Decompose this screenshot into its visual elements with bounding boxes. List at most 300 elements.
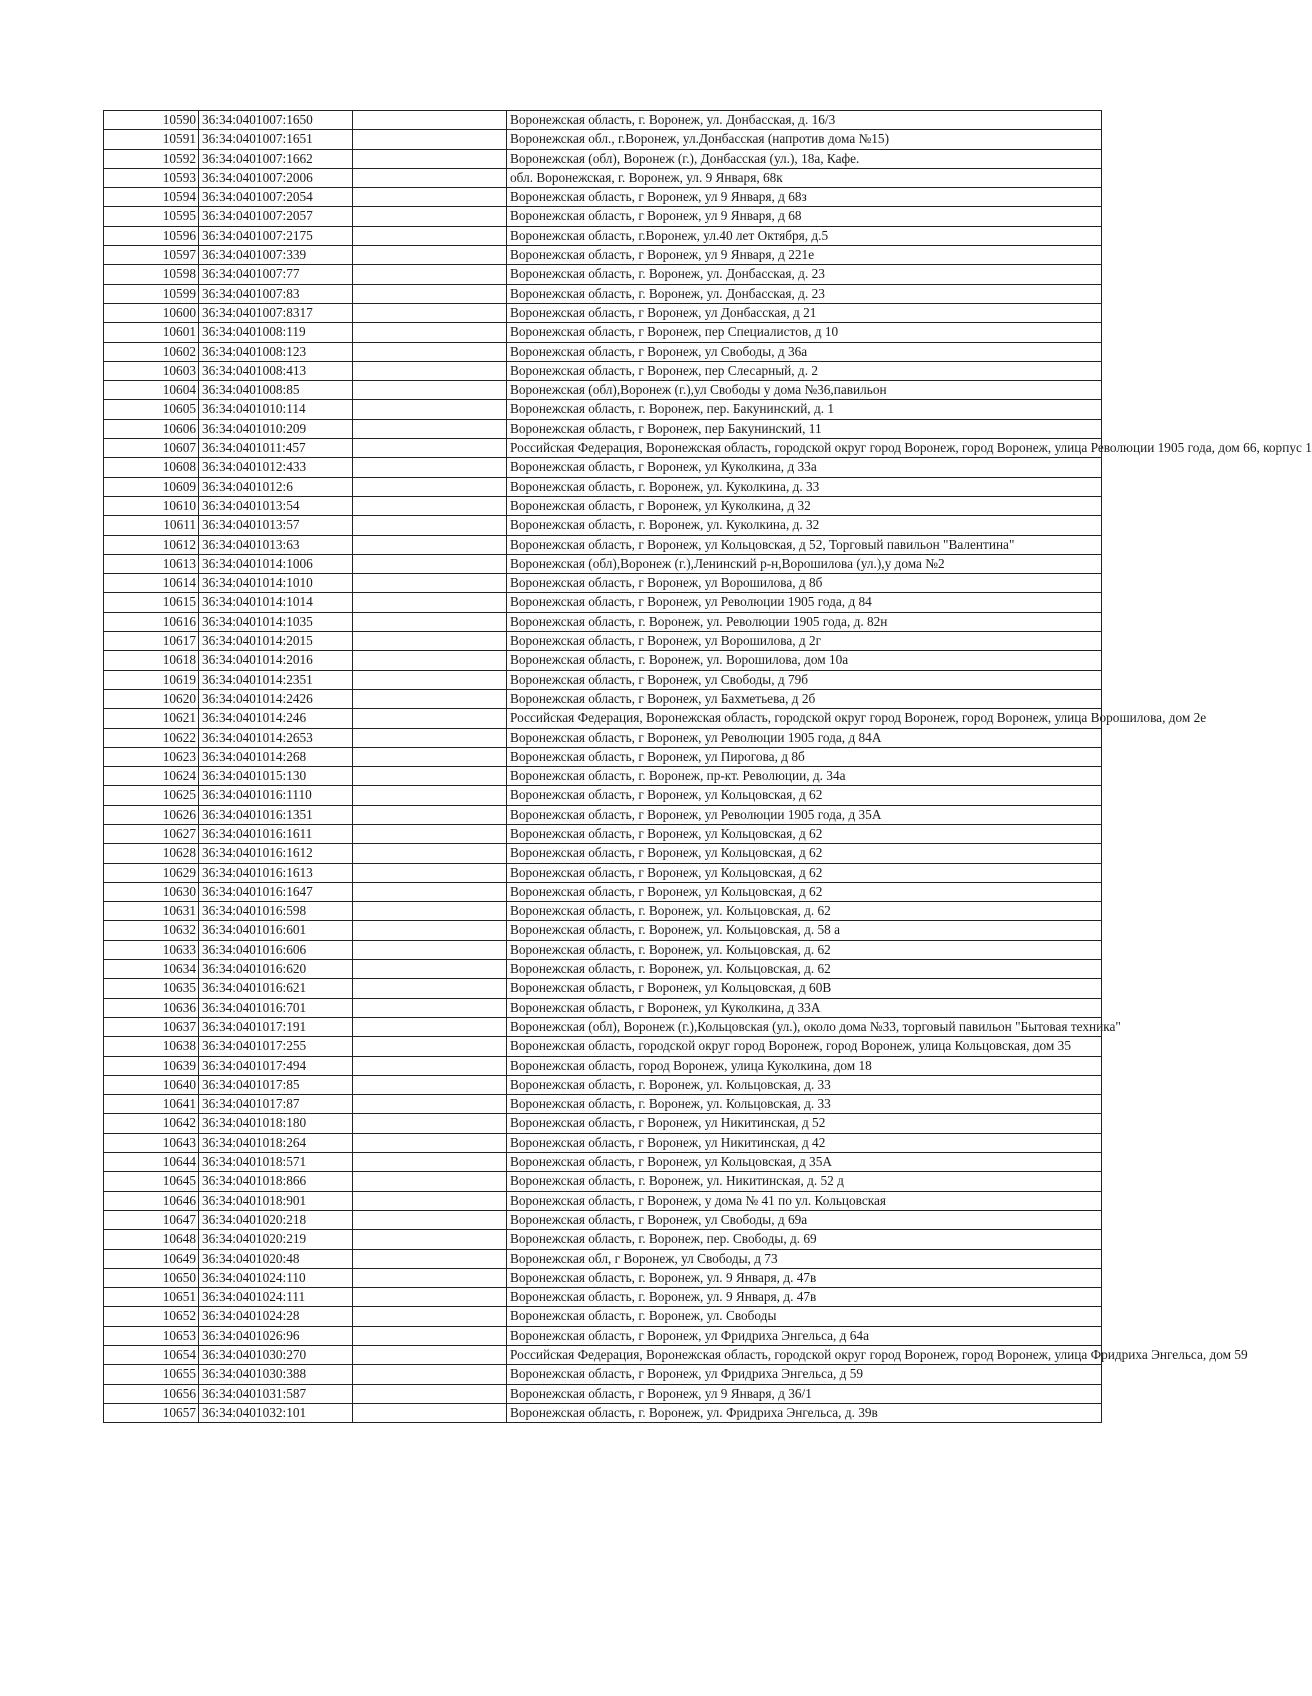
cadastral-number-cell: 36:34:0401018:264 [199,1133,353,1152]
cadastral-number-cell: 36:34:0401018:571 [199,1153,353,1172]
table-row [104,1384,1102,1403]
row-number-cell: 10600 [104,303,199,322]
address-cell: Воронежская область, г.Воронеж, ул.40 лет Октября, д.5 [507,226,1102,245]
cadastral-number-cell: 36:34:0401017:191 [199,1017,353,1036]
row-number-cell: 10616 [104,612,199,631]
row-number-cell: 10644 [104,1153,199,1172]
cadastral-number-cell: 36:34:0401020:218 [199,1210,353,1229]
empty-cell [353,554,507,573]
cadastral-number-cell: 36:34:0401015:130 [199,767,353,786]
address-cell: Воронежская область, г Воронеж, ул Революции 1905 года, д 84А [507,728,1102,747]
row-number-cell: 10656 [104,1384,199,1403]
row-number-cell: 10653 [104,1326,199,1345]
row-number-cell: 10605 [104,400,199,419]
empty-cell [353,728,507,747]
table-row [104,1017,1102,1036]
row-number-cell: 10619 [104,670,199,689]
address-cell: Воронежская область, г. Воронеж, ул. Кольцовская, д. 33 [507,1095,1102,1114]
empty-cell [353,1133,507,1152]
row-number-cell: 10651 [104,1288,199,1307]
empty-cell [353,863,507,882]
empty-cell [353,477,507,496]
empty-cell [353,709,507,728]
empty-cell [353,612,507,631]
row-number-cell: 10639 [104,1056,199,1075]
empty-cell [353,921,507,940]
row-number-cell: 10630 [104,882,199,901]
empty-cell [353,1037,507,1056]
row-number-cell: 10615 [104,593,199,612]
address-cell: Воронежская область, г. Воронеж, ул. Кольцовская, д. 58 а [507,921,1102,940]
address-cell: Воронежская область, г Воронеж, ул Кольцовская, д 60В [507,979,1102,998]
address-cell: Воронежская область, г. Воронеж, ул. Свободы [507,1307,1102,1326]
empty-cell [353,516,507,535]
address-cell: Воронежская область, г Воронеж, ул 9 Января, д 36/1 [507,1384,1102,1403]
empty-cell [353,1268,507,1287]
row-number-cell: 10609 [104,477,199,496]
row-number-cell: 10631 [104,902,199,921]
address-cell: Воронежская область, г Воронеж, ул Фридриха Энгельса, д 59 [507,1365,1102,1384]
cadastral-number-cell: 36:34:0401016:1612 [199,844,353,863]
address-cell: Воронежская область, г. Воронеж, ул. Никитинская, д. 52 д [507,1172,1102,1191]
registry-table [103,110,1312,1423]
table-row [104,940,1102,959]
cadastral-number-cell: 36:34:0401008:123 [199,342,353,361]
row-number-cell: 10652 [104,1307,199,1326]
address-cell: Воронежская область, г. Воронеж, ул. Ворошилова, дом 10а [507,651,1102,670]
address-cell: Воронежская область, г. Воронеж, ул. Донбасская, д. 23 [507,265,1102,284]
row-number-cell: 10608 [104,458,199,477]
empty-cell [353,381,507,400]
cadastral-number-cell: 36:34:0401012:433 [199,458,353,477]
table-row [104,188,1102,207]
document-page [103,110,1312,1423]
cadastral-number-cell: 36:34:0401016:701 [199,998,353,1017]
address-cell: Воронежская область, г Воронеж, ул Революции 1905 года, д 84 [507,593,1102,612]
cadastral-number-cell: 36:34:0401030:388 [199,1365,353,1384]
cadastral-number-cell: 36:34:0401007:1651 [199,130,353,149]
address-cell: Воронежская область, г Воронеж, ул Ворошилова, д 8б [507,574,1102,593]
cadastral-number-cell: 36:34:0401007:8317 [199,303,353,322]
row-number-cell: 10617 [104,632,199,651]
address-cell: Воронежская область, г. Воронеж, ул. Донбасская, д. 16/3 [507,111,1102,130]
row-number-cell: 10596 [104,226,199,245]
row-number-cell: 10642 [104,1114,199,1133]
table-row [104,265,1102,284]
row-number-cell: 10611 [104,516,199,535]
address-cell: Воронежская область, г Воронеж, ул Кольцовская, д 35А [507,1153,1102,1172]
address-cell: Воронежская область, г Воронеж, ул Свободы, д 79б [507,670,1102,689]
address-cell: Воронежская область, г Воронеж, ул 9 Января, д 221е [507,246,1102,265]
row-number-cell: 10637 [104,1017,199,1036]
cadastral-number-cell: 36:34:0401014:246 [199,709,353,728]
table-row [104,1365,1102,1384]
cadastral-number-cell: 36:34:0401014:1006 [199,554,353,573]
address-cell: Воронежская область, г Воронеж, ул Куколкина, д 32 [507,496,1102,515]
address-cell: Воронежская область, г Воронеж, пер Специалистов, д 10 [507,323,1102,342]
table-row [104,323,1102,342]
address-cell: Воронежская область, г Воронеж, ул Фридриха Энгельса, д 64а [507,1326,1102,1345]
address-cell: Воронежская (обл),Воронеж (г.),ул Свободы у дома №36,павильон [507,381,1102,400]
empty-cell [353,188,507,207]
registry-table-body [104,111,1312,1423]
empty-cell [353,1172,507,1191]
table-row [104,882,1102,901]
cadastral-number-cell: 36:34:0401016:606 [199,940,353,959]
row-number-cell: 10645 [104,1172,199,1191]
table-row [104,689,1102,708]
empty-cell [353,168,507,187]
row-number-cell: 10601 [104,323,199,342]
cadastral-number-cell: 36:34:0401024:28 [199,1307,353,1326]
address-cell: Воронежская область, г. Воронеж, ул. Куколкина, д. 32 [507,516,1102,535]
row-number-cell: 10599 [104,284,199,303]
table-row [104,1153,1102,1172]
cadastral-number-cell: 36:34:0401020:48 [199,1249,353,1268]
address-cell: Воронежская область, г Воронеж, ул Пирогова, д 8б [507,747,1102,766]
cadastral-number-cell: 36:34:0401007:77 [199,265,353,284]
address-cell: Воронежская область, г Воронеж, ул Донбасская, д 21 [507,303,1102,322]
row-number-cell: 10641 [104,1095,199,1114]
empty-cell [353,535,507,554]
table-row [104,1230,1102,1249]
empty-cell [353,361,507,380]
cadastral-number-cell: 36:34:0401016:620 [199,960,353,979]
address-cell: Воронежская область, г Воронеж, ул Кольцовская, д 62 [507,863,1102,882]
table-row [104,1249,1102,1268]
cadastral-number-cell: 36:34:0401016:1611 [199,824,353,843]
cadastral-number-cell: 36:34:0401017:87 [199,1095,353,1114]
table-row [104,1288,1102,1307]
row-number-cell: 10594 [104,188,199,207]
row-number-cell: 10634 [104,960,199,979]
cadastral-number-cell: 36:34:0401016:598 [199,902,353,921]
empty-cell [353,805,507,824]
cadastral-number-cell: 36:34:0401007:339 [199,246,353,265]
row-number-cell: 10635 [104,979,199,998]
address-cell: Воронежская область, г Воронеж, ул Куколкина, д 33а [507,458,1102,477]
address-cell: Воронежская область, городской округ город Воронеж, город Воронеж, улица Кольцовская, дом 35 [507,1037,1102,1056]
cadastral-number-cell: 36:34:0401017:494 [199,1056,353,1075]
row-number-cell: 10657 [104,1403,199,1422]
empty-cell [353,651,507,670]
empty-cell [353,998,507,1017]
table-row [104,632,1102,651]
table-row [104,149,1102,168]
table-row [104,284,1102,303]
empty-cell [353,496,507,515]
empty-cell [353,1326,507,1345]
empty-cell [353,902,507,921]
table-row [104,1133,1102,1152]
row-number-cell: 10621 [104,709,199,728]
empty-cell [353,1288,507,1307]
cadastral-number-cell: 36:34:0401007:1662 [199,149,353,168]
empty-cell [353,882,507,901]
table-row [104,439,1102,458]
cadastral-number-cell: 36:34:0401007:2175 [199,226,353,245]
cadastral-number-cell: 36:34:0401017:85 [199,1075,353,1094]
cadastral-number-cell: 36:34:0401014:2015 [199,632,353,651]
address-cell: Воронежская область, г Воронеж, ул 9 Января, д 68 [507,207,1102,226]
table-row [104,824,1102,843]
cadastral-number-cell: 36:34:0401018:901 [199,1191,353,1210]
address-cell: Воронежская область, г. Воронеж, ул. 9 Января, д. 47в [507,1288,1102,1307]
cadastral-number-cell: 36:34:0401017:255 [199,1037,353,1056]
empty-cell [353,960,507,979]
row-number-cell: 10625 [104,786,199,805]
address-cell: Воронежская область, г Воронеж, ул Никитинская, д 52 [507,1114,1102,1133]
row-number-cell: 10623 [104,747,199,766]
row-number-cell: 10643 [104,1133,199,1152]
row-number-cell: 10627 [104,824,199,843]
row-number-cell: 10646 [104,1191,199,1210]
empty-cell [353,419,507,438]
address-cell: Воронежская область, г. Воронеж, ул. 9 Января, д. 47в [507,1268,1102,1287]
row-number-cell: 10591 [104,130,199,149]
address-cell: Воронежская область, г Воронеж, пер Слесарный, д. 2 [507,361,1102,380]
row-number-cell: 10618 [104,651,199,670]
row-number-cell: 10632 [104,921,199,940]
address-cell: Воронежская область, г Воронеж, ул Куколкина, д 33А [507,998,1102,1017]
empty-cell [353,439,507,458]
empty-cell [353,226,507,245]
table-row [104,651,1102,670]
address-cell: Воронежская область, г Воронеж, ул Бахметьева, д 2б [507,689,1102,708]
address-cell: Воронежская (обл), Воронеж (г.),Кольцовская (ул.), около дома №33, торговый павильон "Бытовая техника" [507,1017,1102,1036]
cadastral-number-cell: 36:34:0401014:1014 [199,593,353,612]
cadastral-number-cell: 36:34:0401026:96 [199,1326,353,1345]
table-row [104,805,1102,824]
cadastral-number-cell: 36:34:0401007:2006 [199,168,353,187]
table-row [104,361,1102,380]
row-number-cell: 10613 [104,554,199,573]
table-row [104,979,1102,998]
cadastral-number-cell: 36:34:0401008:119 [199,323,353,342]
cadastral-number-cell: 36:34:0401014:268 [199,747,353,766]
address-cell: Воронежская (обл), Воронеж (г.), Донбасская (ул.), 18а, Кафе. [507,149,1102,168]
table-row [104,998,1102,1017]
address-cell: Воронежская область, г Воронеж, ул Никитинская, д 42 [507,1133,1102,1152]
empty-cell [353,458,507,477]
cadastral-number-cell: 36:34:0401007:2054 [199,188,353,207]
row-number-cell: 10604 [104,381,199,400]
empty-cell [353,284,507,303]
row-number-cell: 10614 [104,574,199,593]
address-cell: Воронежская область, г Воронеж, ул Свободы, д 69а [507,1210,1102,1229]
row-number-cell: 10636 [104,998,199,1017]
empty-cell [353,979,507,998]
table-row [104,1268,1102,1287]
cadastral-number-cell: 36:34:0401012:6 [199,477,353,496]
table-row [104,303,1102,322]
empty-cell [353,303,507,322]
empty-cell [353,747,507,766]
row-number-cell: 10647 [104,1210,199,1229]
address-cell: Российская Федерация, Воронежская область, городской округ город Воронеж, город Воронеж, улица Ворошилова, дом 2е [507,709,1102,728]
empty-cell [353,323,507,342]
row-number-cell: 10628 [104,844,199,863]
address-cell: Воронежская область, г. Воронеж, ул. Кольцовская, д. 33 [507,1075,1102,1094]
empty-cell [353,844,507,863]
table-row [104,786,1102,805]
row-number-cell: 10595 [104,207,199,226]
table-row [104,844,1102,863]
empty-cell [353,1056,507,1075]
cadastral-number-cell: 36:34:0401014:2653 [199,728,353,747]
table-row [104,1095,1102,1114]
address-cell: Воронежская область, г. Воронеж, ул. Фридриха Энгельса, д. 39в [507,1403,1102,1422]
address-cell: Воронежская область, г Воронеж, ул Кольцовская, д 52, Торговый павильон "Валентина" [507,535,1102,554]
row-number-cell: 10610 [104,496,199,515]
cadastral-number-cell: 36:34:0401030:270 [199,1346,353,1365]
cadastral-number-cell: 36:34:0401018:866 [199,1172,353,1191]
cadastral-number-cell: 36:34:0401010:114 [199,400,353,419]
row-number-cell: 10650 [104,1268,199,1287]
table-row [104,168,1102,187]
cadastral-number-cell: 36:34:0401013:63 [199,535,353,554]
table-row [104,1326,1102,1345]
table-row [104,1346,1102,1365]
row-number-cell: 10593 [104,168,199,187]
cadastral-number-cell: 36:34:0401007:83 [199,284,353,303]
cadastral-number-cell: 36:34:0401018:180 [199,1114,353,1133]
row-number-cell: 10655 [104,1365,199,1384]
cadastral-number-cell: 36:34:0401014:1035 [199,612,353,631]
table-row [104,670,1102,689]
table-row [104,1037,1102,1056]
table-row [104,1403,1102,1422]
address-cell: Воронежская область, г Воронеж, ул 9 Января, д 68з [507,188,1102,207]
row-number-cell: 10606 [104,419,199,438]
table-row [104,516,1102,535]
cadastral-number-cell: 36:34:0401020:219 [199,1230,353,1249]
cadastral-number-cell: 36:34:0401013:57 [199,516,353,535]
table-row [104,381,1102,400]
empty-cell [353,149,507,168]
table-row [104,747,1102,766]
table-row [104,226,1102,245]
row-number-cell: 10602 [104,342,199,361]
cadastral-number-cell: 36:34:0401014:2016 [199,651,353,670]
table-row [104,477,1102,496]
row-number-cell: 10622 [104,728,199,747]
address-cell: Воронежская (обл),Воронеж (г.),Ленинский р-н,Ворошилова (ул.),у дома №2 [507,554,1102,573]
empty-cell [353,574,507,593]
address-cell: Воронежская область, г. Воронеж, пер. Бакунинский, д. 1 [507,400,1102,419]
cadastral-number-cell: 36:34:0401007:2057 [199,207,353,226]
row-number-cell: 10598 [104,265,199,284]
address-cell: Воронежская область, г Воронеж, ул Кольцовская, д 62 [507,786,1102,805]
address-cell: Воронежская область, г. Воронеж, ул. Кольцовская, д. 62 [507,902,1102,921]
address-cell: Воронежская область, г. Воронеж, ул. Куколкина, д. 33 [507,477,1102,496]
row-number-cell: 10654 [104,1346,199,1365]
empty-cell [353,1017,507,1036]
empty-cell [353,1307,507,1326]
cadastral-number-cell: 36:34:0401013:54 [199,496,353,515]
cadastral-number-cell: 36:34:0401016:621 [199,979,353,998]
empty-cell [353,1230,507,1249]
row-number-cell: 10603 [104,361,199,380]
empty-cell [353,130,507,149]
table-row [104,902,1102,921]
cadastral-number-cell: 36:34:0401024:110 [199,1268,353,1287]
address-cell: Воронежская область, г Воронеж, ул Кольцовская, д 62 [507,844,1102,863]
address-cell: Воронежская область, г. Воронеж, ул. Кольцовская, д. 62 [507,940,1102,959]
table-row [104,111,1102,130]
table-row [104,496,1102,515]
table-row [104,535,1102,554]
empty-cell [353,940,507,959]
cadastral-number-cell: 36:34:0401008:85 [199,381,353,400]
address-cell: Российская Федерация, Воронежская область, городской округ город Воронеж, город Воронеж, улица Фридриха Энгельса, дом 59 [507,1346,1102,1365]
table-row [104,1172,1102,1191]
empty-cell [353,1210,507,1229]
cadastral-number-cell: 36:34:0401016:601 [199,921,353,940]
empty-cell [353,1403,507,1422]
address-cell: Воронежская область, г. Воронеж, пр-кт. Революции, д. 34а [507,767,1102,786]
cadastral-number-cell: 36:34:0401014:2351 [199,670,353,689]
table-row [104,207,1102,226]
table-row [104,246,1102,265]
table-row [104,709,1102,728]
empty-cell [353,265,507,284]
cadastral-number-cell: 36:34:0401032:101 [199,1403,353,1422]
cadastral-number-cell: 36:34:0401016:1351 [199,805,353,824]
row-number-cell: 10633 [104,940,199,959]
row-number-cell: 10590 [104,111,199,130]
empty-cell [353,1249,507,1268]
address-cell: Воронежская область, г Воронеж, пер Бакунинский, 11 [507,419,1102,438]
table-row [104,400,1102,419]
cadastral-number-cell: 36:34:0401016:1647 [199,882,353,901]
row-number-cell: 10620 [104,689,199,708]
empty-cell [353,767,507,786]
empty-cell [353,246,507,265]
address-cell: Воронежская область, г Воронеж, у дома № 41 по ул. Кольцовская [507,1191,1102,1210]
empty-cell [353,207,507,226]
cadastral-number-cell: 36:34:0401014:1010 [199,574,353,593]
empty-cell [353,1075,507,1094]
empty-cell [353,1365,507,1384]
table-row [104,574,1102,593]
table-row [104,1191,1102,1210]
empty-cell [353,689,507,708]
table-row [104,593,1102,612]
row-number-cell: 10638 [104,1037,199,1056]
empty-cell [353,593,507,612]
cadastral-number-cell: 36:34:0401007:1650 [199,111,353,130]
cadastral-number-cell: 36:34:0401016:1110 [199,786,353,805]
table-row [104,921,1102,940]
address-cell: Воронежская область, г Воронеж, ул Ворошилова, д 2г [507,632,1102,651]
table-row [104,1307,1102,1326]
table-row [104,554,1102,573]
table-row [104,1056,1102,1075]
cadastral-number-cell: 36:34:0401024:111 [199,1288,353,1307]
table-row [104,130,1102,149]
address-cell: обл. Воронежская, г. Воронеж, ул. 9 Января, 68к [507,168,1102,187]
empty-cell [353,670,507,689]
address-cell: Воронежская обл., г.Воронеж, ул.Донбасская (напротив дома №15) [507,130,1102,149]
cadastral-number-cell: 36:34:0401016:1613 [199,863,353,882]
table-row [104,1075,1102,1094]
empty-cell [353,342,507,361]
cadastral-number-cell: 36:34:0401031:587 [199,1384,353,1403]
empty-cell [353,1191,507,1210]
address-cell: Воронежская область, г Воронеж, ул Свободы, д 36а [507,342,1102,361]
table-row [104,419,1102,438]
